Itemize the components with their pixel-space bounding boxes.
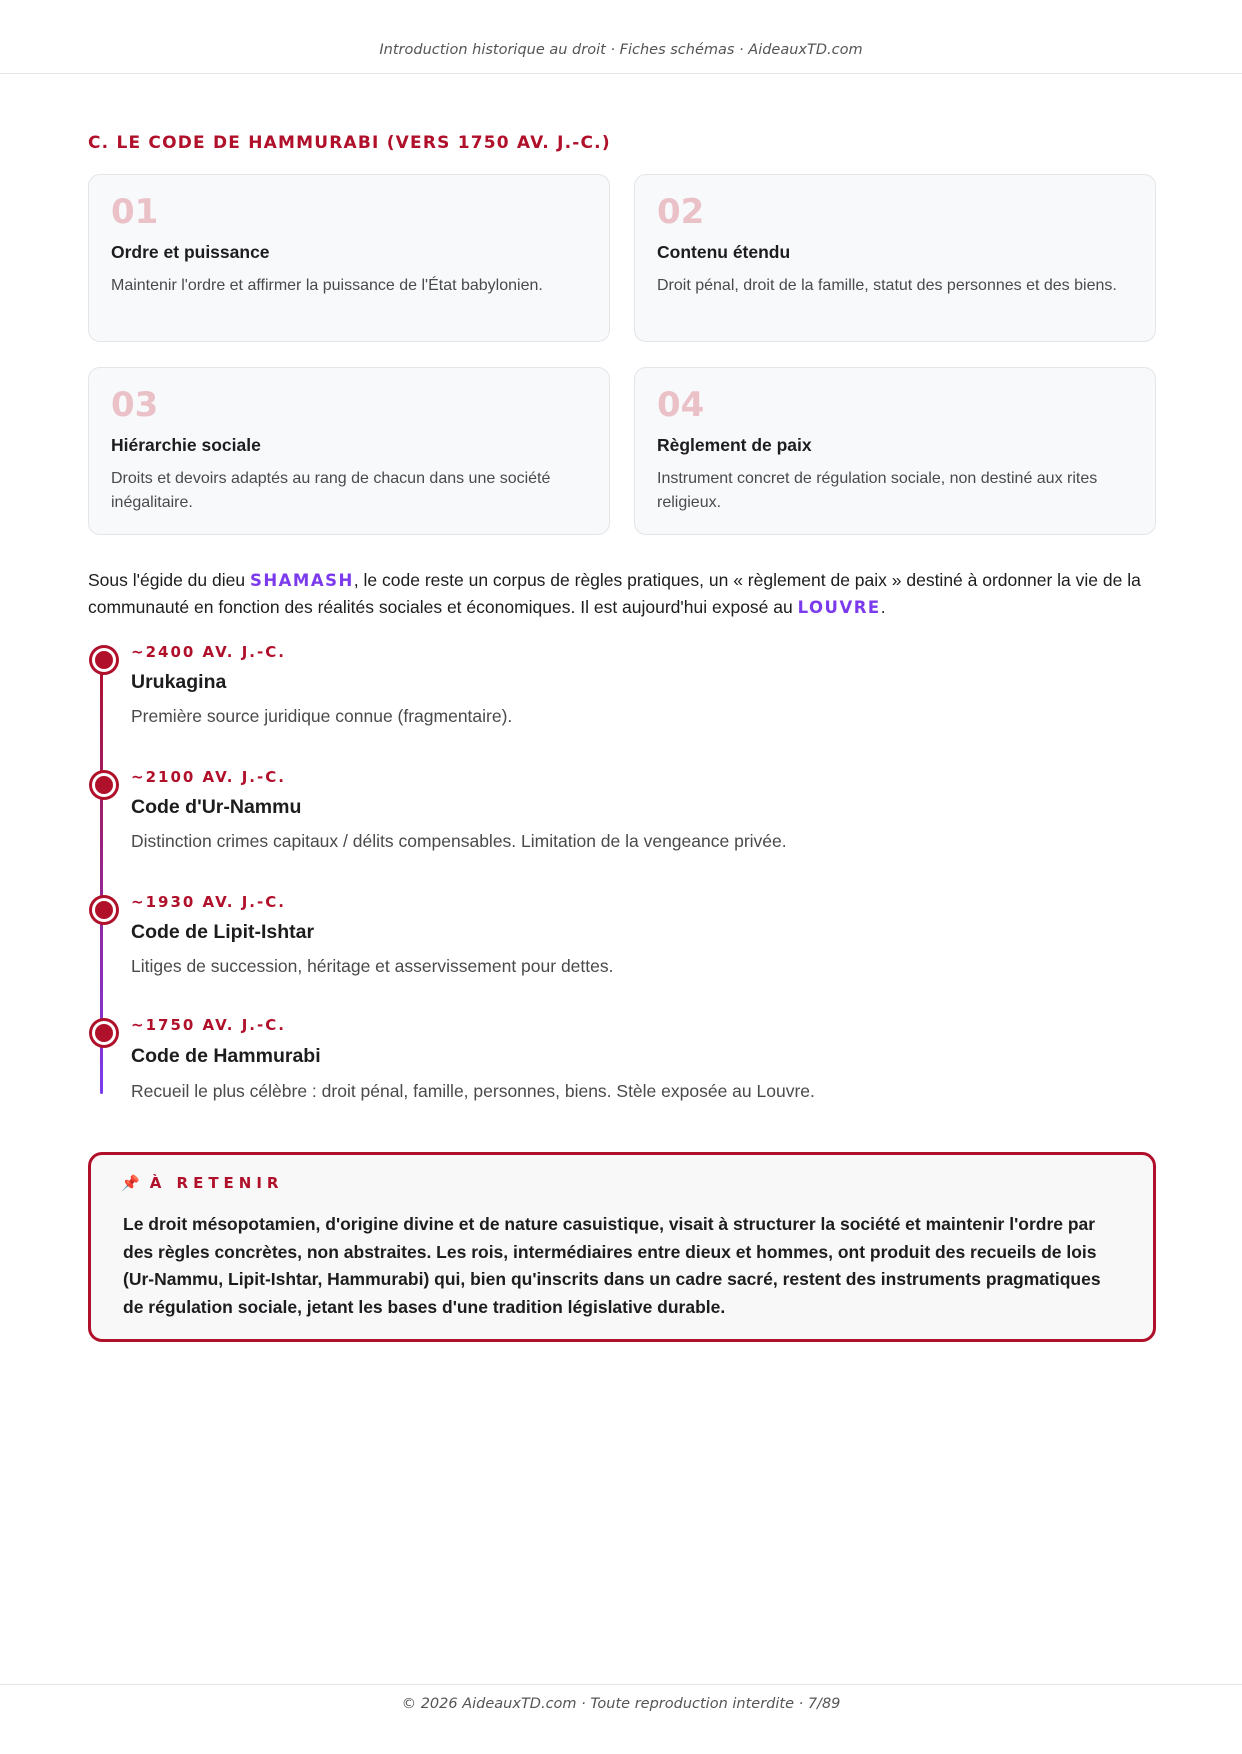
timeline-dot <box>92 773 116 797</box>
highlight-louvre: LOUVRE <box>797 598 881 617</box>
card-contenu-etendu <box>634 174 1156 342</box>
footer-text: © 2026 AideauxTD.com · Toute reproduction interdite · 7/89 <box>401 1696 841 1712</box>
card-number: 01 <box>111 192 159 232</box>
highlight-shamash: SHAMASH <box>249 571 354 590</box>
timeline-dot <box>92 1021 116 1045</box>
card-ordre-puissance <box>88 174 610 342</box>
card-title: Contenu étendu <box>657 242 791 262</box>
paragraph-text: . <box>880 597 886 617</box>
timeline-title: Code de Hammurabi <box>131 1045 321 1067</box>
retain-body <box>123 1211 1113 1321</box>
page-header <box>0 0 1242 74</box>
timeline-date: ~2400 AV. J.-C. <box>131 643 286 661</box>
card-number: 04 <box>657 385 705 425</box>
retain-heading <box>121 1174 283 1192</box>
header-text: Introduction historique au droit · Fiches schémas · AideauxTD.com <box>379 42 863 58</box>
card-title: Règlement de paix <box>657 435 812 455</box>
timeline-description: Litiges de succession, héritage et asservissement pour dettes. <box>131 956 614 976</box>
card-hierarchie-sociale <box>88 367 610 535</box>
timeline-date: ~1930 AV. J.-C. <box>131 893 286 911</box>
page-footer <box>0 1684 1242 1685</box>
card-description: Droit pénal, droit de la famille, statut des personnes et des biens. <box>657 277 1117 294</box>
pushpin-icon: 📌 <box>121 1174 140 1192</box>
paragraph-text: , le code reste un corpus de règles pratiques, un « règlement de paix » destiné à ordonner la vie de la communauté en fonction des réalités sociales et économiques. Il est aujourd'hui exposé au <box>88 570 1141 617</box>
card-description: Instrument concret de régulation sociale, non destiné aux rites religieux. <box>657 470 1098 511</box>
intro-paragraph <box>88 567 1158 621</box>
timeline-title: Code d'Ur-Nammu <box>131 796 302 818</box>
timeline-title: Urukagina <box>131 671 227 693</box>
timeline-date: ~2100 AV. J.-C. <box>131 768 286 786</box>
retain-heading-text: À RETENIR <box>149 1174 284 1192</box>
timeline-title: Code de Lipit-Ishtar <box>131 921 315 943</box>
timeline-date: ~1750 AV. J.-C. <box>131 1016 286 1034</box>
retain-emphasis: casuistique <box>562 1214 660 1234</box>
card-reglement-paix <box>634 367 1156 535</box>
timeline-dot <box>92 898 116 922</box>
section-title: C. LE CODE DE HAMMURABI (VERS 1750 AV. J.-C.) <box>88 133 611 153</box>
card-title: Ordre et puissance <box>111 242 270 262</box>
timeline-description: Distinction crimes capitaux / délits compensables. Limitation de la vengeance privée. <box>131 831 787 851</box>
card-number: 02 <box>657 192 705 232</box>
retain-text: Le droit mésopotamien, d'origine divine et de nature <box>123 1214 563 1234</box>
card-description: Maintenir l'ordre et affirmer la puissance de l'État babylonien. <box>111 277 543 294</box>
retain-box <box>88 1152 1156 1342</box>
card-title: Hiérarchie sociale <box>111 435 261 455</box>
card-description: Droits et devoirs adaptés au rang de chacun dans une société inégalitaire. <box>111 470 551 511</box>
timeline-description: Recueil le plus célèbre : droit pénal, famille, personnes, biens. Stèle exposée au Louvre. <box>131 1081 815 1101</box>
timeline-description: Première source juridique connue (fragmentaire). <box>131 706 513 726</box>
paragraph-text: Sous l'égide du dieu <box>88 570 250 590</box>
card-number: 03 <box>111 385 159 425</box>
timeline-dot <box>92 648 116 672</box>
retain-text: , visait à structurer la société et maintenir l'ordre par des règles concrètes, non abstraites. Les rois, intermédiaires entre dieux et hommes, ont produit des recueils de lois (Ur-Nammu, Lipit-Ishtar, Hammurabi) qui, bien qu'inscrits dans un cadre sacré, restent des instruments pragmatiques de régulation sociale, jetant les bases d'une tradition législative durable. <box>123 1214 1101 1317</box>
